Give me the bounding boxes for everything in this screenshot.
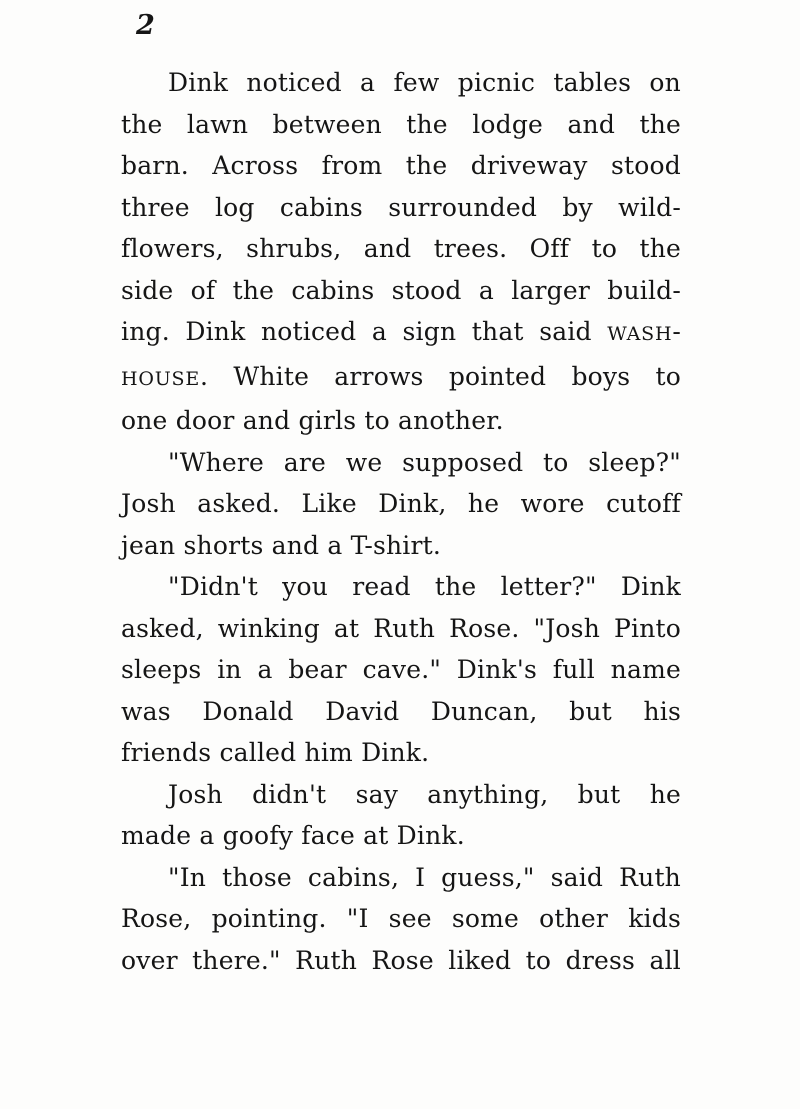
text-line: "Where are we supposed to sleep?" (168, 447, 681, 477)
text-line: three log cabins surrounded by wild- (121, 192, 681, 222)
text-line: Josh didn't say anything, but he (168, 779, 681, 809)
small-caps-text: WASH (607, 323, 673, 345)
text-line: barn. Across from the driveway stood (121, 151, 681, 180)
page-number: 2 (136, 10, 155, 41)
text-line: one door and girls to another. (121, 406, 504, 435)
paragraph (121, 566, 681, 774)
text-line: made a goofy face at Dink. (121, 821, 465, 850)
text-line: jean shorts and a T-shirt. (121, 530, 442, 560)
text-block (121, 62, 681, 981)
paragraph (121, 442, 681, 567)
text-line: Dink noticed a few picnic tables on (168, 68, 681, 97)
paragraph (121, 62, 681, 442)
text-line: flowers, shrubs, and trees. Off to the (121, 234, 681, 263)
small-caps-text: HOUSE (121, 367, 201, 390)
text-line: "In those cabins, I guess," said Ruth (168, 862, 681, 892)
text-line: "Didn't you read the letter?" Dink (168, 572, 681, 601)
text-line: sleeps in a bear cave." Dink's full name (121, 655, 681, 684)
text-line: was Donald David Duncan, but his (121, 696, 681, 726)
text-line: ing. Dink noticed a sign that said WASH- (121, 317, 681, 346)
text-line: friends called him Dink. (121, 738, 430, 767)
text-line: the lawn between the lodge and the (121, 109, 681, 139)
text-line: over there." Ruth Rose liked to dress all (121, 945, 681, 975)
paragraph (121, 857, 681, 982)
text-line: Rose, pointing. "I see some other kids (121, 904, 681, 933)
paragraph (121, 774, 681, 857)
text-line: HOUSE. White arrows pointed boys to (121, 361, 681, 391)
text-line: Josh asked. Like Dink, he wore cutoff (121, 489, 681, 518)
text-line: side of the cabins stood a larger build- (121, 275, 681, 305)
text-line: asked, winking at Ruth Rose. "Josh Pinto (121, 613, 681, 643)
